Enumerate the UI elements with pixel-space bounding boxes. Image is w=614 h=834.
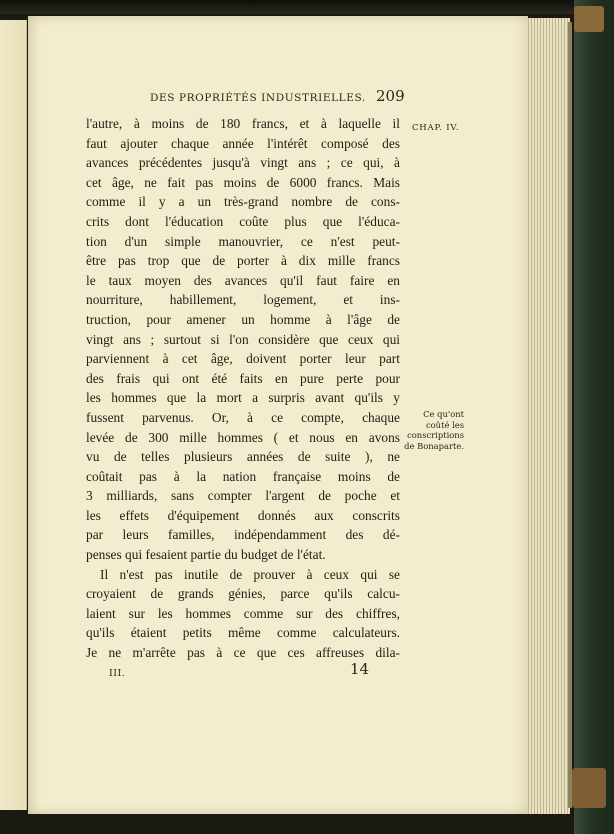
text-line: l'autre, à moins de 180 francs, et à laquelle il xyxy=(86,116,400,131)
text-line: avances précédentes jusqu'à vingt ans ; ce qui, à xyxy=(86,155,400,171)
text-line: croyaient de grands génies, parce qu'ils calcu- xyxy=(86,586,400,602)
text-line: tion d'un simple manouvrier, ce n'est peut- xyxy=(86,233,400,249)
text-line: vu de telles plusieurs années de suite ), ne xyxy=(86,449,400,465)
body-text xyxy=(86,114,400,663)
text-line: des frais qui ont été faits en pure perte pour xyxy=(86,370,400,386)
text-line: penses qui fesaient partie du budget de l'état. xyxy=(86,547,326,563)
text-line: vingt ans ; surtout si l'on considère que ceux qui xyxy=(86,331,400,347)
text-line: les hommes que la mort a surpris avant qu'ils y xyxy=(86,390,400,406)
text-line: nourriture, habillement, logement, et ins- xyxy=(86,292,400,308)
book-cover-top xyxy=(0,0,614,14)
text-line: crits dont l'éducation coûte plus que l'éduca- xyxy=(86,213,400,229)
text-line: truction, pour amener un homme à l'âge de xyxy=(86,311,400,327)
text-line: 3 milliards, sans compter l'argent de poche et xyxy=(86,488,400,504)
margin-chapter-label: CHAP. IV. xyxy=(412,123,460,133)
margin-note-line: conscriptions xyxy=(407,430,464,440)
text-line: qu'ils étaient petits même comme calculateurs. xyxy=(86,625,400,641)
sheet-number: 14 xyxy=(350,660,370,678)
page-number: 209 xyxy=(376,87,405,105)
margin-note xyxy=(402,409,464,451)
text-line: cet âge, ne fait pas moins de 6000 francs. Mais xyxy=(86,174,400,190)
text-line: par leurs familles, indépendamment des dé- xyxy=(86,527,400,543)
text-line: les effets d'équipement donnés aux conscrits xyxy=(86,507,400,523)
cover-corner-bottom xyxy=(572,768,606,808)
text-line: coûtait pas à la nation française moins de xyxy=(86,468,400,484)
margin-note-line: Ce qu'ont xyxy=(423,409,464,419)
text-line: faut ajouter chaque année l'intérêt composé des xyxy=(86,135,400,151)
text-line: laient sur les hommes comme sur des chiffres, xyxy=(86,605,400,621)
text-line: le taux moyen des avances qu'il faut faire en xyxy=(86,272,400,288)
text-line: levée de 300 mille hommes ( et nous en avons xyxy=(86,429,400,445)
book-cover-right xyxy=(574,0,614,834)
text-line: comme il y a un très-grand nombre de cons- xyxy=(86,194,400,210)
text-line: parviennent à cet âge, doivent porter leur part xyxy=(86,351,400,367)
running-title: DES PROPRIÉTÉS INDUSTRIELLES. xyxy=(150,92,366,104)
text-line: être pas trop que de porter à dix mille francs xyxy=(86,253,400,269)
page-stack-shadow xyxy=(568,22,572,808)
text-line: Je ne m'arrête pas à ce que ces affreuses dila- xyxy=(86,645,400,661)
margin-note-line: de Bonaparte. xyxy=(404,440,464,451)
cover-corner-top xyxy=(574,6,604,32)
text-line: fussent parvenus. Or, à ce compte, chaque xyxy=(86,409,400,425)
page-stack-edges xyxy=(526,18,570,814)
margin-note-line: coûté les xyxy=(425,419,464,430)
previous-page-edge xyxy=(0,20,27,810)
text-line: Il n'est pas inutile de prouver à ceux qui se xyxy=(100,566,400,582)
signature-mark: III. xyxy=(109,668,126,679)
